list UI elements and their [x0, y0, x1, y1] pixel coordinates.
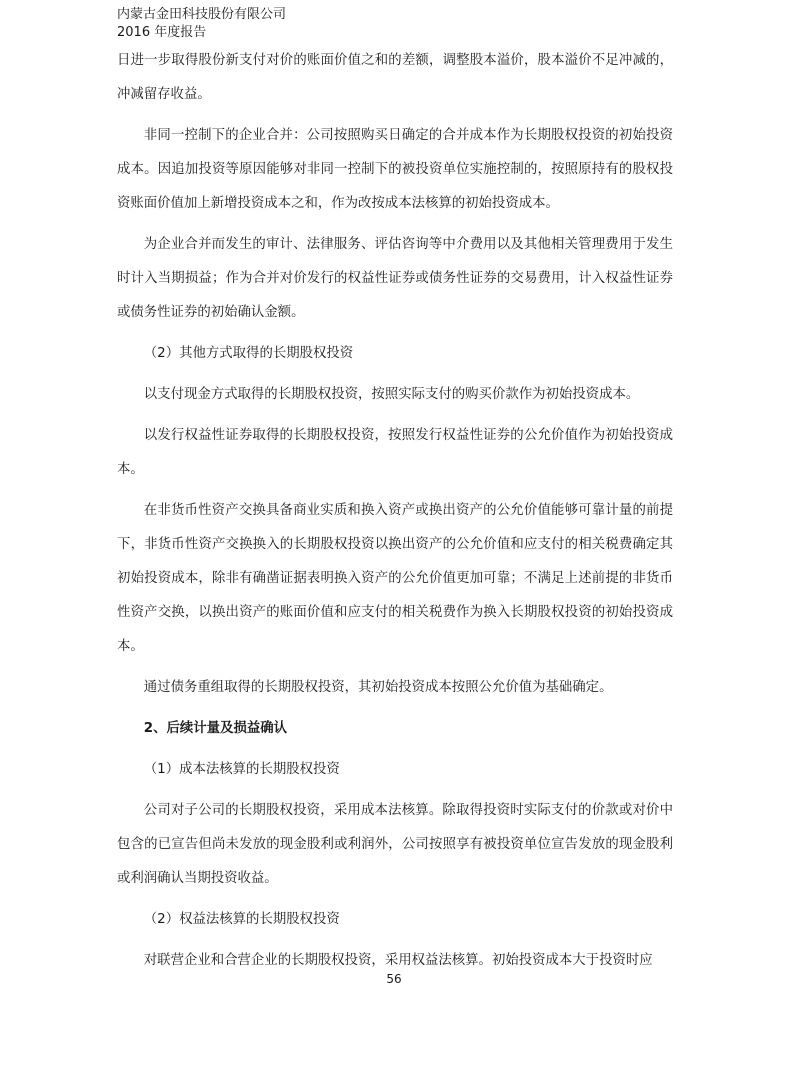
paragraph: 以发行权益性证券取得的长期股权投资，按照发行权益性证券的公允价值作为初始投资成本。 [117, 428, 673, 477]
page-header [117, 6, 286, 42]
section-heading: （2）其他方式取得的长期股权投资 [143, 346, 354, 361]
paragraph: 公司对子公司的长期股权投资，采用成本法核算。除取得投资时实际支付的价款或对价中包含的已宣告但尚未发放的现金股利或利润外，公司按照享有被投资单位宣告发放的现金股利或利润确认当期投资收益。 [117, 803, 673, 886]
page-number: 56 [386, 972, 402, 986]
section-heading: （2）权益法核算的长期股权投资 [143, 912, 340, 927]
section-heading: 2、后续计量及损益确认 [143, 721, 288, 736]
paragraph: 为企业合并而发生的审计、法律服务、评估咨询等中介费用以及其他相关管理费用于发生时计入当期损益；作为合并对价发行的权益性证券或债务性证券的交易费用，计入权益性证券或债务性证券的初始确认金额。 [117, 237, 673, 320]
document-body [117, 44, 673, 978]
paragraph: 通过债务重组取得的长期股权投资，其初始投资成本按照公允价值为基础确定。 [143, 680, 613, 695]
paragraph: 非同一控制下的企业合并：公司按照购买日确定的合并成本作为长期股权投资的初始投资成本。因追加投资等原因能够对非同一控制下的被投资单位实施控制的，按照原持有的股权投资账面价值加上新增投资成本之和，作为改按成本法核算的初始投资成本。 [117, 128, 673, 211]
paragraph: 对联营企业和合营企业的长期股权投资，采用权益法核算。初始投资成本大于投资时应 [143, 953, 653, 968]
section-heading: （1）成本法核算的长期股权投资 [143, 762, 340, 777]
company-name: 内蒙古金田科技股份有限公司 [117, 7, 287, 22]
report-title: 2016 年度报告 [117, 25, 207, 40]
paragraph: 日进一步取得股份新支付对价的账面价值之和的差额，调整股本溢价，股本溢价不足冲减的，冲减留存收益。 [117, 53, 673, 102]
paragraph: 以支付现金方式取得的长期股权投资，按照实际支付的购买价款作为初始投资成本。 [143, 387, 640, 402]
paragraph: 在非货币性资产交换具备商业实质和换入资产或换出资产的公允价值能够可靠计量的前提下，非货币性资产交换换入的长期股权投资以换出资产的公允价值和应支付的相关税费确定其初始投资成本，除非有确凿证据表明换入资产的公允价值更加可靠；不满足上述前提的非货币性资产交换，以换出资产的账面价值和应支付的相关税费作为换入长期股权投资的初始投资成本。 [117, 503, 673, 654]
